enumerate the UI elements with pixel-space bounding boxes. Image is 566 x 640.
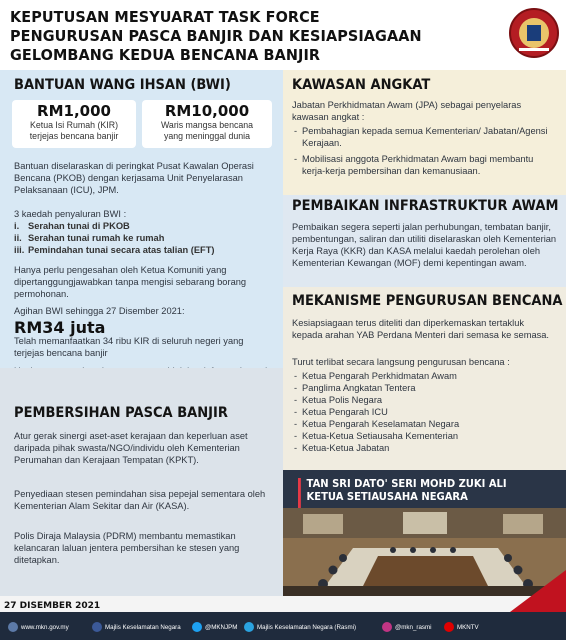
footer-instagram-label: @mkn_rasmi <box>395 623 432 631</box>
amount-waris-desc-1: Waris mangsa bencana <box>160 120 254 130</box>
mekanisme-item: - Ketua-Ketua Jabatan <box>292 442 554 454</box>
mekanisme-list <box>292 370 554 454</box>
amount-kir-desc-2: terjejas bencana banjir <box>29 131 119 141</box>
header <box>0 0 566 70</box>
photo-caption <box>298 478 540 508</box>
corner-accent <box>510 570 566 612</box>
photo-caption-title: KETUA SETIAUSAHA NEGARA <box>306 491 468 503</box>
bwi-total-desc: Telah memanfaatkan 34 ribu KIR di seluruh negeri yang terjejas bencana banjir <box>14 336 244 358</box>
bwi-para-1: Bantuan diselaraskan di peringkat Pusat Kawalan Operasi Bencana (PKOB) dengan kerjasama Unit Penyelarasan Pelaksanaan (ICU), JPM. <box>14 161 254 195</box>
footer-website-label: www.mkn.gov.my <box>21 623 69 631</box>
footer-facebook-label: Majlis Keselamatan Negara <box>105 623 181 631</box>
kawasan-item-2: - Mobilisasi anggota Perkhidmatan Awam bagi membantu kerja-kerja pembersihan dan kemanusiaan. <box>292 153 554 177</box>
seal-shield <box>527 25 541 41</box>
mekanisme-item: - Ketua-Ketua Setiausaha Kementerian <box>292 430 554 442</box>
bwi-methods <box>14 208 215 256</box>
footer-twitter[interactable] <box>192 622 237 632</box>
mekanisme-item: - Panglima Angkatan Tentera <box>292 382 554 394</box>
kawasan-list <box>292 125 554 177</box>
title-line-3: GELOMBANG KEDUA BENCANA BANJIR <box>10 46 321 64</box>
mekanisme-item: - Ketua Pengarah Perkhidmatan Awam <box>292 370 554 382</box>
mekanisme-intro: Turut terlibat secara langsung pengurusan bencana : <box>292 357 510 367</box>
pembersihan-para-2: Penyediaan stesen pemindahan sisa pepejal sementara oleh Kementerian Alam Sekitar dan Air (KASA). <box>14 489 266 511</box>
mekanisme-item: - Ketua Polis Negara <box>292 394 554 406</box>
photo-caption-name: TAN SRI DATO' SERI MOHD ZUKI ALI <box>306 478 507 490</box>
infra-heading: PEMBAIKAN INFRASTRUKTUR AWAM <box>292 198 559 214</box>
footer-website[interactable] <box>8 622 69 632</box>
bwi-para-2: Hanya perlu pengesahan oleh Ketua Komuniti yang dipertanggungjawabkan tanpa mengisi sebarang borang permohonan. <box>14 265 247 299</box>
mkn-seal-logo <box>509 8 559 58</box>
pembersihan-para-1: Atur gerak sinergi aset-aset kerajaan dan keperluan aset daripada pihak swasta/NGO/individu oleh Kementerian Perumahan dan Kerajaan Tempatan (KPKT). <box>14 431 248 465</box>
footer-youtube[interactable] <box>444 622 479 632</box>
footer-twitter-label: @MKNJPM <box>205 623 238 631</box>
bwi-method-1: i. Serahan tunai di PKOB <box>14 221 130 231</box>
bwi-methods-intro: 3 kaedah penyaluran BWI : <box>14 209 127 219</box>
mekanisme-para: Kesiapsiagaan terus diteliti dan diperkemaskan tertakluk kepada arahan YAB Perdana Menteri dari semasa ke semasa. <box>292 318 550 340</box>
infra-para: Pembaikan segera seperti jalan perhubungan, tembatan banjir, pembentungan, saliran dan utiliti diselaraskan oleh Kementerian Kerja Raya (KKR) dan KASA melalui kaedah perolehan oleh Kementerian Kewangan (MOF) demi kepentingan awam. <box>292 222 557 268</box>
amount-card-kir <box>12 100 136 148</box>
amount-waris-desc-2: yang meninggal dunia <box>163 131 251 141</box>
instagram-icon <box>382 622 392 632</box>
bwi-agihan-label: Agihan BWI sehingga 27 Disember 2021: <box>14 306 185 316</box>
kawasan-item-1: - Pembahagian kepada semua Kementerian/ Jabatan/Agensi Kerajaan. <box>292 125 554 149</box>
page-title <box>10 8 475 65</box>
bwi-total-amount: RM34 juta <box>14 318 106 337</box>
footer <box>0 612 566 640</box>
mekanisme-item: - Ketua Pengarah Keselamatan Negara <box>292 418 554 430</box>
amount-kir-value: RM1,000 <box>37 102 111 120</box>
telegram-icon <box>244 622 254 632</box>
kawasan-heading: KAWASAN ANGKAT <box>292 77 431 93</box>
pembersihan-para-3: Polis Diraja Malaysia (PDRM) membantu memastikan kelancaran laluan jentera pembersihan ke stesen yang ditetapkan. <box>14 531 240 565</box>
mekanisme-item: - Ketua Pengarah ICU <box>292 406 554 418</box>
title-line-1: KEPUTUSAN MESYUARAT TASK FORCE <box>10 8 320 26</box>
bwi-method-3: iii. Pemindahan tunai secara atas talian (EFT) <box>14 245 215 255</box>
footer-telegram-label: Majlis Keselamatan Negara (Rasmi) <box>257 623 357 631</box>
publish-date: 27 DISEMBER 2021 <box>4 601 101 611</box>
pembersihan-heading: PEMBERSIHAN PASCA BANJIR <box>14 405 228 421</box>
twitter-icon <box>192 622 202 632</box>
footer-instagram[interactable] <box>382 622 432 632</box>
facebook-icon <box>92 622 102 632</box>
footer-facebook[interactable] <box>92 622 181 632</box>
footer-youtube-label: MKNTV <box>457 623 479 631</box>
amount-kir-desc-1: Ketua Isi Rumah (KIR) <box>30 120 118 130</box>
footer-telegram[interactable] <box>244 622 356 632</box>
mekanisme-heading: MEKANISME PENGURUSAN BENCANA <box>292 293 563 309</box>
youtube-icon <box>444 622 454 632</box>
bwi-method-2: ii. Serahan tunai rumah ke rumah <box>14 233 165 243</box>
bwi-heading: BANTUAN WANG IHSAN (BWI) <box>14 77 231 93</box>
title-line-2: PENGURUSAN PASCA BANJIR DAN KESIAPSIAGAAN <box>10 27 422 45</box>
amount-waris-value: RM10,000 <box>164 102 250 120</box>
kawasan-intro: Jabatan Perkhidmatan Awam (JPA) sebagai penyelaras kawasan angkat : <box>292 100 522 122</box>
amount-card-waris <box>142 100 272 148</box>
globe-icon <box>8 622 18 632</box>
seal-ribbon <box>519 48 549 51</box>
